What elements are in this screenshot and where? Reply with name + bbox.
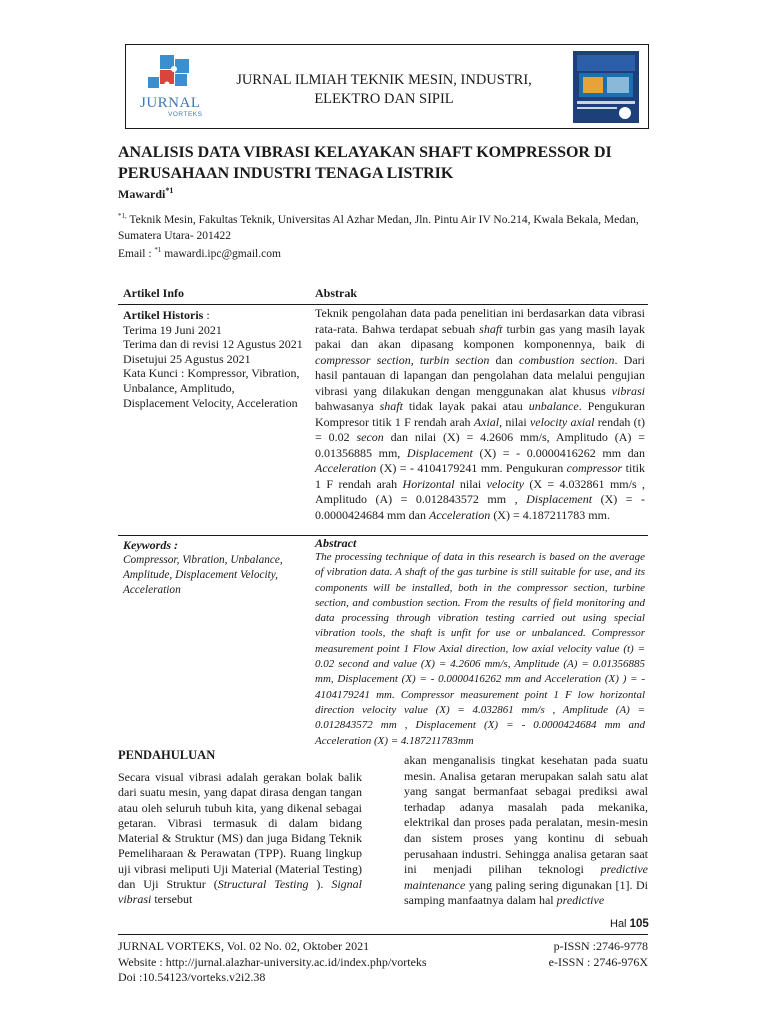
abstrak-text: Teknik pengolahan data pada penelitian ini berdasarkan data vibrasi rata-rata. Bahwa terdapat sebuah shaft turbin gas yang masih layak pakai dan akan dipasang komponen komponennya, baik di compressor section, turbin section dan combustion section. Dari hasil pantauan di lapangan dan pengolahan data melalui pengujian vibrasi yang dilakukan dengan menggunakan alat khusus vibrasi bahwasanya shaft tidak layak pakai atau unbalance. Pengukuran Kompresor titik 1 F rendah arah Axial, nilai velocity axial rendah (t) = 0.02 secon dan nilai (X) = 4.2606 mm/s, Amplitudo (A) = 0.01356885 mm, Displacement (X) = - 0.0000416262 mm dan Acceleration (X) = - 4104179241 mm. Pengukuran compressor titik 1 F rendah arah Horizontal nilai velocity (X = 4.032861 mm/s , Amplitudo (A) = 0.012843572 mm , Displacement (X) = - 0.0000424684 mm dan Acceleration (X) = 4.187211783 mm. bbox=[315, 306, 646, 522]
accepted-date: Disetujui 25 Agustus 2021 bbox=[123, 351, 251, 366]
table-rule-top bbox=[118, 304, 648, 305]
email-link[interactable]: mawardi.ipc@gmail.com bbox=[161, 247, 281, 260]
logo-word: JURNAL bbox=[140, 95, 201, 111]
journal-name: JURNAL ILMIAH TEKNIK MESIN, INDUSTRI, ELEKTRO DAN SIPIL bbox=[236, 72, 532, 107]
author-email: Email : $^{*1}$ mawardi.ipc@gmail.com bbox=[118, 246, 281, 260]
author-name: Mawardi$^{*1}$ bbox=[118, 186, 174, 201]
article-history: Artikel Historis : Terima 19 Juni 2021 Terima dan di revisi 12 Agustus 2021 Disetujui 25 Agustus 2021 Kata Kunci : Kompressor, Vibration, Unbalance, Amplitudo, Displacement Velocity, Acceleration bbox=[123, 308, 303, 410]
abstract-heading: Abstract bbox=[315, 536, 357, 550]
received-date: Terima 19 Juni 2021 bbox=[123, 322, 222, 337]
author-affiliation: $^{*1,}$ Teknik Mesin, Fakultas Teknik, Universitas Al Azhar Medan, Jln. Pintu Air IV No.214, Kwala Bekala, Medan, Sumatera Utara- 201422 bbox=[118, 212, 639, 242]
footer-journal-info: JURNAL VORTEKS, Vol. 02 No. 02, Oktober 2021 Website : http://jurnal.alazhar-university.ac.id/index.php/vorteks Doi :10.54123/vorteks.v2i2.38 bbox=[118, 939, 427, 985]
intro-right-column: akan menganalisis tingkat kesehatan pada suatu mesin. Analisa getaran merupakan salah satu alat yang sangat bermanfaat sebagai prediksi awal terhadap adanya masalah pada mekanika, elektrikal dan proses pada peralatan, mesin-mesin dan sistem proses yang kontinu di sebuah perusahaan industri. Sehingga analisa getaran saat ini menjadi pilihan teknologi predictive maintenance yang paling sering digunakan [1]. Di samping manfaatnya dalam hal predictive bbox=[404, 753, 648, 908]
artikel-info-heading: Artikel Info bbox=[123, 286, 184, 300]
intro-left-column: Secara visual vibrasi adalah gerakan bolak balik dari suatu mesin, yang dapat dirasa dengan tangan atau oleh seluruh tubuh kita, yang dikenal sebagai getaran. Vibrasi termasuk di dalam bidang Material & Struktur (MS) dan juga Bidang Teknik Pemeliharaan & Perawatan (TPP). Ruang lingkup uji vibrasi meliputi Uji Material (Material Testing) dan Uji Struktur (Structural Testing ). Signal vibrasi tersebut bbox=[118, 770, 362, 907]
journal-logo bbox=[138, 53, 202, 119]
footer-doi[interactable]: Doi :10.54123/vorteks.v2i2.38 bbox=[118, 970, 266, 985]
footer-website-link[interactable]: Website : http://jurnal.alazhar-university.ac.id/index.php/vorteks bbox=[118, 954, 427, 969]
journal-header bbox=[125, 44, 649, 129]
article-title: ANALISIS DATA VIBRASI KELAYAKAN SHAFT KOMPRESSOR DI PERUSAHAAN INDUSTRI TENAGA LISTRIK bbox=[118, 144, 612, 182]
abstrak-heading: Abstrak bbox=[315, 286, 358, 300]
section-title-pendahuluan: PENDAHULUAN bbox=[118, 748, 216, 762]
logo-sub: VORTEKS bbox=[168, 111, 203, 118]
abstract-text: The processing technique of data in this research is based on the average of vibration data. A shaft of the gas turbine is still suitable for use, and its components will be installed, both in the compressor section, turbine section, and combustion section. From the results of field monitoring and data processing through vibration testing carried out using special vibration tools, the shaft is unfit for use or unbalanced. Compressor measurement point 1 Flow Axial direction, low axial velocity value (t) = 0.02 second and value (X) = 4.2606 mm/s, Amplitude (A) = 0.01356885 mm, Displacement (X) = - 0.0000416262 mm and Acceleration (X) ) = - 4104179241 mm. Compressor measurement point 1 F low horizontal direction velocity value (X) = 4.032861 mm/s , Amplitude (A) = 0.012843572 mm , Displacement (X) = - 0.0000424684 mm and Acceleration (X) = 4.187211783mm bbox=[315, 551, 645, 747]
footer-issn: p-ISSN :2746-9778 e-ISSN : 2746-976X bbox=[548, 939, 648, 969]
keywords-heading: Keywords : bbox=[123, 538, 178, 552]
revised-date: Terima dan di revisi 12 Agustus 2021 bbox=[123, 337, 303, 352]
journal-cover-image bbox=[573, 51, 639, 123]
keywords-text: Compressor, Vibration, Unbalance, Amplitude, Displacement Velocity, Acceleration bbox=[123, 554, 283, 596]
page-number: Hal 105 bbox=[610, 918, 649, 930]
kata-kunci: Kata Kunci : Kompressor, Vibration, Unbalance, Amplitudo, Displacement Velocity, Acceleration bbox=[123, 366, 300, 410]
puzzle-icon bbox=[138, 53, 202, 97]
table-rule-mid bbox=[118, 535, 648, 536]
footer-rule bbox=[118, 934, 648, 935]
